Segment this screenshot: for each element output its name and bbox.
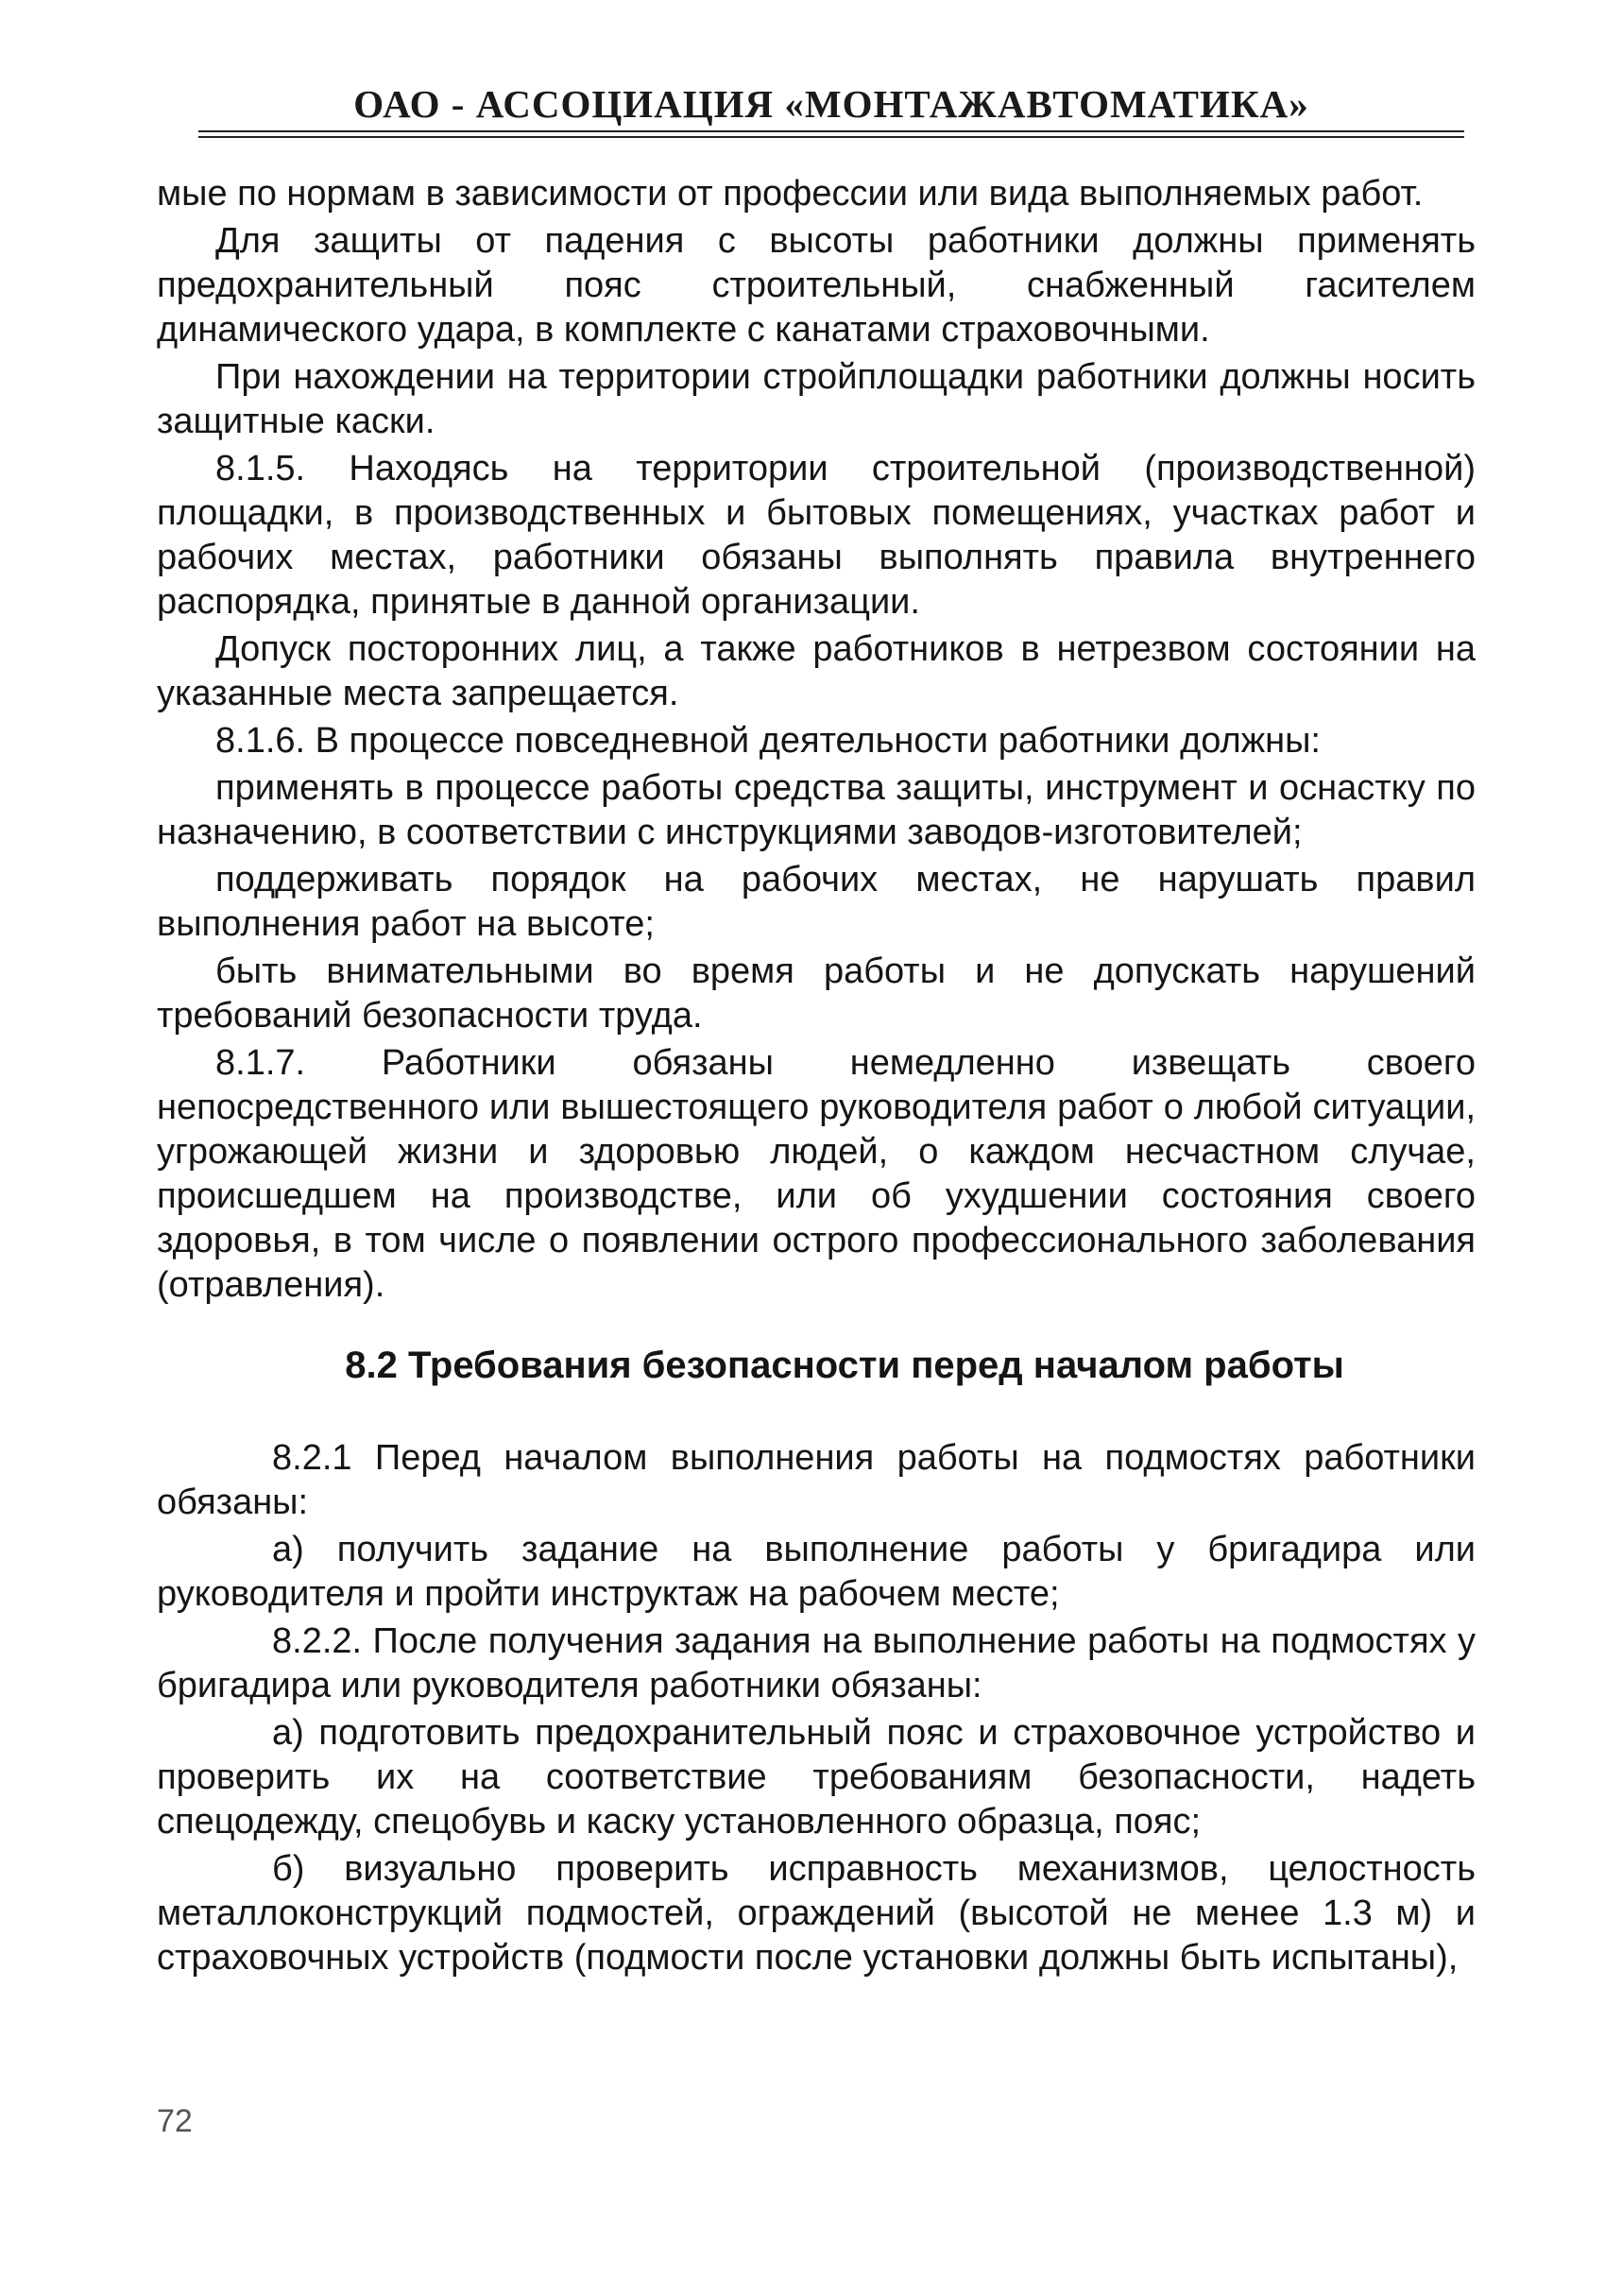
paragraph-continuation: мые по нормам в зависимости от профессии или вида выполняемых работ.: [157, 174, 1424, 214]
paragraph-8-2-2-b: б) визуально проверить исправность механизмов, целостность металлоконструкций подмостей, ограждений (высотой не менее 1.3 м) и страховочных устройств (подмости после установки должны быть испытаны),: [157, 1849, 1476, 1978]
section-heading: 8.2 Требования безопасности перед началом работы: [345, 1345, 1344, 1386]
paragraph-8-2-2-a: а) подготовить предохранительный пояс и страховочное устройство и проверить их на соответствие требованиям безопасности, надеть спецодежду, спецобувь и каску установленного образца, пояс;: [157, 1713, 1476, 1842]
paragraph-use-protection: применять в процессе работы средства защиты, инструмент и оснастку по назначению, в соответствии с инструкциями заводов-изготовителей;: [157, 768, 1476, 852]
paragraph-8-1-6: 8.1.6. В процессе повседневной деятельности работники должны:: [215, 721, 1321, 761]
page-number: 72: [157, 2103, 193, 2139]
page-header: [198, 81, 1464, 147]
paragraph-admission: Допуск посторонних лиц, а также работников в нетрезвом состоянии на указанные места запрещается.: [157, 629, 1476, 713]
header-title: ОАО - АССОЦИАЦИЯ «МОНТАЖАВТОМАТИКА»: [353, 82, 1309, 126]
paragraph-8-1-5: 8.1.5. Находясь на территории строительной (производственной) площадки, в производственных и бытовых помещениях, участках работ и рабочих местах, работники обязаны выполнять правила внутреннего распорядка, принятые в данной организации.: [157, 449, 1476, 622]
paragraph-keep-order: поддерживать порядок на рабочих местах, не нарушать правил выполнения работ на высоте;: [157, 860, 1476, 944]
paragraph-helmets: При нахождении на территории стройплощадки работники должны носить защитные каски.: [157, 357, 1476, 441]
header-rule: [198, 130, 1464, 132]
paragraph-8-2-1-a: а) получить задание на выполнение работы у бригадира или руководителя и пройти инструктаж на рабочем месте;: [157, 1530, 1476, 1614]
paragraph-8-2-1: 8.2.1 Перед началом выполнения работы на подмостях работники обязаны:: [157, 1438, 1476, 1522]
document-body: [157, 172, 1476, 1983]
paragraph-8-2-2: 8.2.2. После получения задания на выполнение работы на подмостях у бригадира или руководителя работники обязаны:: [157, 1621, 1476, 1705]
paragraph-8-1-7: 8.1.7. Работники обязаны немедленно извещать своего непосредственного или вышестоящего руководителя работ о любой ситуации, угрожающей жизни и здоровью людей, о каждом несчастном случае, происшедшем на производстве, или об ухудшении состояния своего здоровья, в том числе о появлении острого профессионального заболевания (отравления).: [157, 1043, 1476, 1305]
paragraph-be-attentive: быть внимательными во время работы и не допускать нарушений требований безопасности труда.: [157, 951, 1476, 1036]
paragraph-fall-protection: Для защиты от падения с высоты работники должны применять предохранительный пояс строительный, снабженный гасителем динамического удара, в комплекте с канатами страховочными.: [157, 221, 1476, 350]
header-rule-double: [198, 136, 1464, 138]
